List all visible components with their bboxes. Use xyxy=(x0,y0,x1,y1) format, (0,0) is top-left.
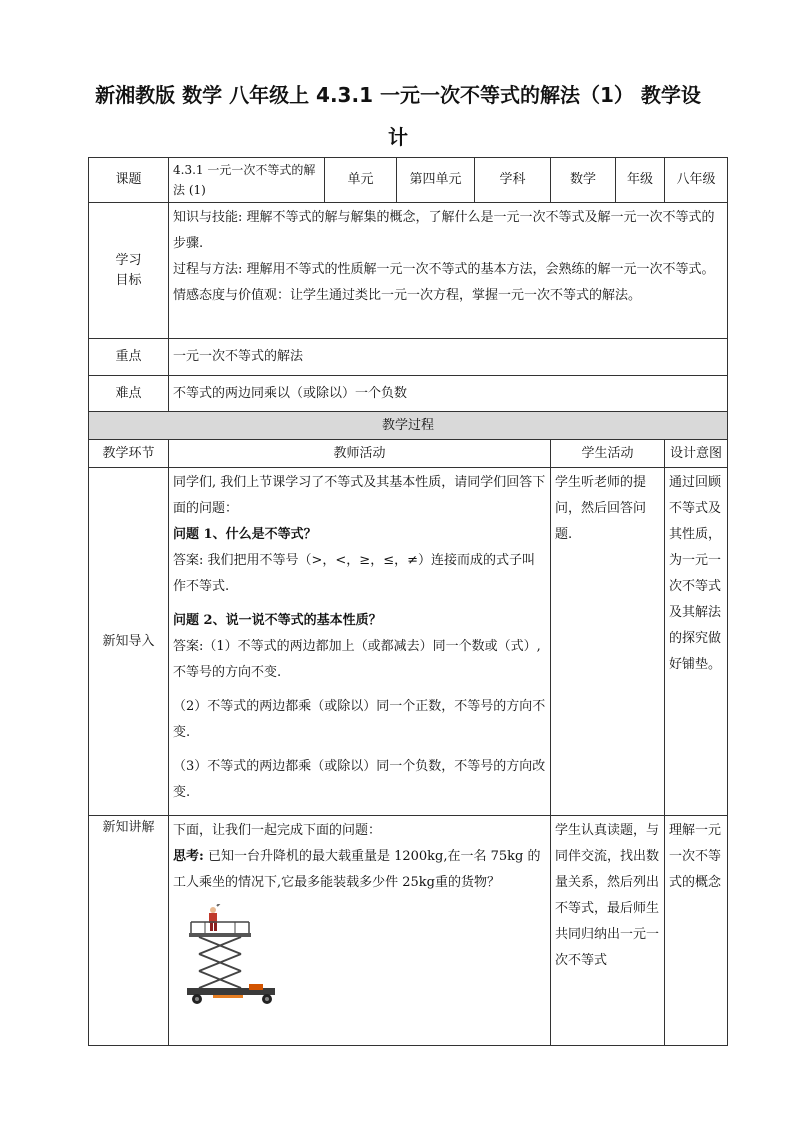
explain-design-intent: 理解一元一次不等式的概念 xyxy=(665,816,728,1046)
think-question xyxy=(173,844,546,896)
difficulty-label: 难点 xyxy=(89,376,169,412)
document-title xyxy=(88,74,708,158)
topic-label: 课题 xyxy=(89,158,169,203)
col-stage: 教学环节 xyxy=(89,440,169,468)
lesson-plan-table xyxy=(88,157,728,1046)
objectives-row xyxy=(89,203,728,339)
column-header-row xyxy=(89,440,728,468)
intro-stage: 新知导入 xyxy=(89,468,169,816)
objective-attitude: 情感态度与价值观：让学生通过类比一元一次方程，掌握一元一次不等式的解法。 xyxy=(173,288,642,303)
grade-label: 年级 xyxy=(616,158,665,203)
intro-row xyxy=(89,468,728,816)
subject-label: 学科 xyxy=(475,158,551,203)
intro-teacher-activity xyxy=(169,468,551,816)
explain-row xyxy=(89,816,728,1046)
difficulty-value: 不等式的两边同乘以（或除以）一个负数 xyxy=(169,376,728,412)
title-line-1: 新湘教版 数学 八年级上 4.3.1 一元一次不等式的解法（1） 教学设 xyxy=(95,83,701,107)
key-point-value: 一元一次不等式的解法 xyxy=(169,339,728,376)
explain-stage: 新知讲解 xyxy=(89,816,169,1046)
objective-process: 过程与方法: 理解用不等式的性质解一元一次不等式的基本方法，会熟练的解一元一次不等式。 xyxy=(173,262,715,277)
key-point-label: 重点 xyxy=(89,339,169,376)
question-2: 问题 2、说一说不等式的基本性质？ xyxy=(173,613,382,628)
explain-student-activity: 学生认真读题，与同伴交流，找出数量关系，然后列出不等式，最后师生共同归纳出一元一次不等式 xyxy=(551,816,665,1046)
objectives-label: 学习 目标 xyxy=(89,203,169,339)
think-label: 思考: xyxy=(173,849,204,864)
topic-value: 4.3.1 一元一次不等式的解法 (1) xyxy=(169,158,325,203)
scissor-lift-illustration xyxy=(173,896,546,1032)
col-student: 学生活动 xyxy=(551,440,665,468)
process-header-row xyxy=(89,412,728,440)
unit-label: 单元 xyxy=(325,158,397,203)
objectives-content xyxy=(169,203,728,339)
answer-2-1: 答案:（1）不等式的两边都加上（或都减去）同一个数或（式）, 不等号的方向不变. xyxy=(173,639,541,680)
unit-value: 第四单元 xyxy=(397,158,475,203)
think-text: 已知一台升降机的最大载重量是 1200kg,在一名 75kg 的工人乘坐的情况下,它最多能装载多少件 25kg重的货物？ xyxy=(173,849,541,890)
title-line-2: 计 xyxy=(388,125,408,149)
intro-student-activity: 学生听老师的提问，然后回答问题. xyxy=(551,468,665,816)
scissor-lift-icon xyxy=(183,904,283,1018)
question-1: 问题 1、什么是不等式？ xyxy=(173,527,317,542)
subject-value: 数学 xyxy=(551,158,616,203)
key-point-row xyxy=(89,339,728,376)
intro-design-intent: 通过回顾不等式及其性质，为一元一次不等式及其解法的探究做好铺垫。 xyxy=(665,468,728,816)
col-design: 设计意图 xyxy=(665,440,728,468)
col-teacher: 教师活动 xyxy=(169,440,551,468)
objective-knowledge: 知识与技能: 理解不等式的解与解集的概念，了解什么是一元一次不等式及解一元一次不等式的步骤. xyxy=(173,210,715,251)
header-row xyxy=(89,158,728,203)
difficulty-row xyxy=(89,376,728,412)
grade-value: 八年级 xyxy=(665,158,728,203)
process-header: 教学过程 xyxy=(89,412,728,440)
intro-text: 同学们, 我们上节课学习了不等式及其基本性质，请同学们回答下面的问题： xyxy=(173,475,546,516)
answer-2-3: （3）不等式的两边都乘（或除以）同一个负数，不等号的方向改变. xyxy=(173,759,546,800)
explain-intro: 下面，让我们一起完成下面的问题： xyxy=(173,823,382,838)
answer-2-2: （2）不等式的两边都乘（或除以）同一个正数，不等号的方向不变. xyxy=(173,699,546,740)
answer-1: 答案: 我们把用不等号（>，<，≥，≤，≠）连接而成的式子叫作不等式. xyxy=(173,553,535,594)
explain-teacher-activity xyxy=(169,816,551,1046)
